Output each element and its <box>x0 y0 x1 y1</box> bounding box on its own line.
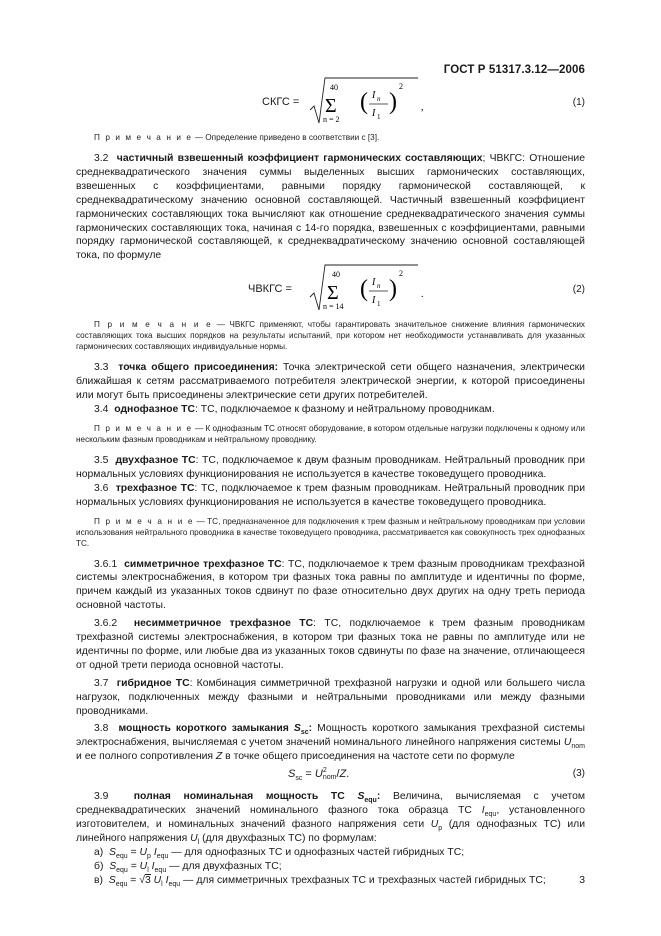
formula-2-numerator: I <box>372 277 376 289</box>
section-3-5 <box>76 454 585 482</box>
section-3-8-term-text: мощность короткого замыкания <box>118 723 294 735</box>
section-3-8-term-colon: : <box>308 723 313 735</box>
section-3-5-term: двухфазное ТС <box>115 454 196 466</box>
section-3-6-2-term: несимметричное трехфазное ТС <box>133 618 314 630</box>
formula-2-power: 2 <box>399 269 403 279</box>
note-3-label: П р и м е ч а н и е <box>94 423 193 433</box>
svg-text:): ) <box>389 89 397 115</box>
section-3-6-2-text: : ТС, подключаемое к трем фазным проводникам трехфазной системы электроснабжения, в котором три фазных тока не равны по амплитуде или не идентичны по форме, или любые два из указанных токов сдвинуты по фазе на значение, отличающееся от одной трети периода основной частоты. <box>76 618 586 671</box>
list-item-i-sub: equ <box>156 852 169 860</box>
formula-3-u-sup: 2 <box>322 767 327 775</box>
svg-text:Σ: Σ <box>325 95 337 117</box>
section-3-7-text: : Комбинация симметричной трехфазной нагрузки и одной или большего числа нагрузок, подключенных между фазными и нейтральными проводниками или между фазными проводниками. <box>76 677 585 717</box>
formula-3-z: Z <box>339 768 347 781</box>
formula-2-sum-upper: 40 <box>332 270 340 280</box>
formula-2-numerator-sub: n <box>377 282 381 291</box>
list-item-i: I <box>165 874 169 886</box>
svg-text:(: ( <box>360 89 368 115</box>
formula-2 <box>76 269 585 313</box>
list-item-s: S <box>109 846 116 858</box>
section-3-9-term <box>133 791 381 805</box>
formula-1-numerator: I <box>372 90 376 101</box>
formula-3-u-sub: nom <box>322 774 337 782</box>
formula-3-dot: . <box>346 768 350 781</box>
section-3-7-number: 3.7 <box>94 677 109 689</box>
formula-2-tail: . <box>421 289 424 301</box>
list-item-u: U <box>153 874 162 886</box>
list-item-s-sub: equ <box>115 880 128 888</box>
section-3-3 <box>76 361 585 403</box>
section-3-6-1-text: : ТС, подключаемое к трем фазным проводникам трехфазной системы электроснабжения, в котором три фазных тока равны по амплитуде и идентичны по форме, причем каждый из указанных токов сдвинут по фазе относительно двух других на одну треть периода основной частоты. <box>76 558 585 612</box>
section-3-8-text-3: в точке общего присоединения на частоте сети по формуле <box>222 751 515 763</box>
list-item-label: б) <box>94 860 104 872</box>
section-3-4-term: однофазное ТС <box>114 403 195 415</box>
formula-3 <box>76 764 585 786</box>
list-item-i-sub: equ <box>154 866 167 874</box>
section-3-8-number: 3.8 <box>94 723 109 735</box>
page-number: 3 <box>579 875 585 886</box>
section-3-7-term: гибридное ТС <box>116 677 190 689</box>
formula-list <box>76 846 585 888</box>
list-item-label: а) <box>94 846 104 858</box>
section-3-9 <box>76 790 585 846</box>
formula-1-sum-lower: n = 2 <box>323 115 340 124</box>
section-3-5-text: : ТС, подключаемое к двум фазным проводникам. Нейтральный проводник при нормальных условиях функционирования не используется в качестве токоведущего проводника. <box>76 454 585 480</box>
section-3-5-number: 3.5 <box>94 454 109 466</box>
formula-1-denominator-sub: 1 <box>377 113 381 121</box>
section-3-9-i: I <box>481 805 485 817</box>
formula-1-tail: , <box>421 102 424 113</box>
section-3-9-ul-sub: l <box>197 838 200 846</box>
formula-3-eq: = <box>302 768 315 781</box>
section-3-4-text: : ТС, подключаемое к фазному и нейтральному проводникам. <box>194 403 495 415</box>
svg-text:): ) <box>389 276 397 303</box>
formula-3-slash: / <box>336 768 340 781</box>
svg-text:(: ( <box>360 276 368 303</box>
section-3-9-text-2: , установленного изготовителем, и номинальных значений фазного напряжения сети <box>76 805 585 830</box>
section-3-9-term-symbol: S <box>357 791 365 803</box>
section-3-6-1-number: 3.6.1 <box>94 558 118 570</box>
list-item-i: I <box>153 846 157 858</box>
section-3-9-term-text: полная номинальная мощность ТС <box>133 791 358 803</box>
formula-3-s: S <box>288 768 296 781</box>
list-item-u-sub: p <box>147 852 151 860</box>
section-3-8 <box>76 722 585 764</box>
section-3-9-term-colon: : <box>376 791 381 803</box>
formula-3-s-sub: sc <box>295 775 303 783</box>
list-item-s: S <box>109 860 117 872</box>
section-3-2-term: частичный взвешенный коэффициент гармонических составляющих <box>116 153 483 164</box>
list-item-label: в) <box>94 874 103 886</box>
list-item <box>76 846 585 860</box>
formula-3-u: U <box>314 768 323 781</box>
section-3-6-text: : ТС, подключаемое к трем фазным проводникам. Нейтральный проводник при нормальных условиях функционирования не используется в качестве токоведущего проводника. <box>76 482 585 508</box>
list-item-eq: = <box>127 874 140 886</box>
formula-2-sum-lower: n = 14 <box>323 302 344 312</box>
note-1-text: — Определение приведено в соответствии с [3]. <box>192 133 380 142</box>
formula-1-number: (1) <box>572 97 585 108</box>
formula-1-lhs: СКГС = <box>262 96 300 108</box>
section-3-9-number: 3.9 <box>94 791 109 803</box>
list-item <box>76 860 585 874</box>
section-3-9-text-4: (для двухфазных ТС) по формулам: <box>199 832 377 844</box>
section-3-6 <box>76 482 585 510</box>
section-3-4-number: 3.4 <box>94 403 109 415</box>
section-3-9-i-sub: equ <box>484 811 497 819</box>
section-3-8-text-1: Мощность короткого замыкания трехфазной системы электроснабжения, вычисляемая с учетом значений номинального линейного напряжения системы <box>76 723 585 749</box>
document-body <box>76 64 585 888</box>
section-3-6-1-term: симметричное трехфазное ТС <box>124 558 282 570</box>
list-item-s: S <box>108 874 116 886</box>
section-3-9-up-sub: p <box>438 825 443 833</box>
note-1-label: П р и м е ч а н и е <box>94 133 193 142</box>
section-3-8-term-symbol: S <box>293 723 301 735</box>
formula-1-expression <box>308 76 428 126</box>
section-3-9-ul: U <box>190 832 198 844</box>
note-4-text: — ТС, предназначенное для подключения к трем фазным и нейтральному проводникам при условии использования нейтрального проводника в качестве токоведущего проводника, рассматривается как совокупность трех однофазных ТС. <box>76 516 585 548</box>
list-item <box>76 874 585 888</box>
svg-text:Σ: Σ <box>327 282 339 305</box>
section-3-8-z: Z <box>215 751 223 763</box>
list-item-eq: = <box>127 860 140 872</box>
formula-2-number: (2) <box>572 284 585 296</box>
formula-1-denominator: I <box>372 108 376 119</box>
formula-2-denominator-sub: 1 <box>377 300 381 309</box>
formula-2-lhs: ЧВКГС = <box>248 283 292 296</box>
section-3-9-text-1: Величина, вычисляемая с учетом среднеквадратических значений номинального фазного тока образца ТС <box>76 791 586 817</box>
section-3-9-up: U <box>430 819 439 830</box>
list-item-u-sub: l <box>147 866 149 874</box>
formula-1 <box>76 82 585 126</box>
note-2 <box>76 319 585 352</box>
section-3-8-u: U <box>563 737 572 749</box>
list-item-text: — для симметричных трехфазных ТС и трехфазных частей гибридных ТС; <box>180 874 546 886</box>
section-3-4 <box>76 403 585 417</box>
note-3-text: — К однофазным ТС относят оборудование, в котором отдельные нагрузки подключены к одному или нескольким фазным проводникам и нейтральному проводнику. <box>76 423 585 444</box>
section-3-8-u-sub: nom <box>571 743 585 751</box>
list-item-u: U <box>139 846 148 858</box>
list-item-s-sub: equ <box>115 852 128 860</box>
standard-header: ГОСТ Р 51317.3.12—2006 <box>443 64 585 76</box>
section-3-2-number: 3.2 <box>94 153 109 164</box>
list-item-root: 3 <box>144 874 151 886</box>
section-3-2-text: ; ЧВКГС: Отношение среднеквадратического значения суммы выделенных высших гармонических составляющих, взвешенных с коэффициентами, равными порядку гармонической составляющей, к среднеквадратическому значению основной составляющей. Частичный взвешенный коэффициент гармонических составляющих тока вычисляют как отношение среднеквадратического значения суммы гармонических составляющих тока, начиная с 14-го порядка, взвешенных с коэффициентами, равными порядку гармонической составляющей, к среднеквадратическому значению основной составляющей тока, по формуле <box>76 153 585 262</box>
section-3-8-text-2: и ее полного сопротивления <box>76 751 216 763</box>
list-item-text: — для однофазных ТС и однофазных частей гибридных ТС; <box>168 846 465 858</box>
section-3-6-2 <box>76 617 585 673</box>
formula-3-number: (3) <box>572 768 585 780</box>
section-3-8-term-sub: sc <box>300 729 309 737</box>
section-3-3-term: точка общего присоединения: <box>118 362 279 374</box>
section-3-3-text: Точка электрической сети общего назначения, электрически ближайшая к сетям рассматриваемого потребителя электрической энергии, к которой присоединены или могут быть присоединены электрические сети других потребителей. <box>76 362 585 402</box>
formula-1-sum-upper: 40 <box>330 83 338 92</box>
note-3 <box>76 423 585 445</box>
formula-2-expression <box>308 263 428 313</box>
formula-1-power: 2 <box>399 82 403 91</box>
list-item-i: I <box>151 860 155 872</box>
section-3-9-text-3: (для однофазных ТС) или линейного напряжения <box>76 819 585 844</box>
formula-3-expression <box>288 767 349 781</box>
section-3-8-term <box>118 723 313 737</box>
section-3-7 <box>76 677 585 719</box>
section-3-6-2-number: 3.6.2 <box>94 618 118 630</box>
sqrt-symbol: √ <box>139 874 145 886</box>
note-1 <box>76 132 585 143</box>
section-3-3-number: 3.3 <box>94 362 109 374</box>
list-item-u-sub: l <box>161 880 163 888</box>
list-item-u: U <box>139 860 148 872</box>
formula-2-denominator: I <box>372 295 376 307</box>
note-2-label: П р и м е ч а н и е <box>94 320 213 330</box>
note-4-label: П р и м е ч а н и е <box>94 516 195 526</box>
section-3-9-term-sub: equ <box>364 797 377 805</box>
list-item-s-sub: equ <box>116 866 128 874</box>
section-3-6-1 <box>76 558 585 614</box>
note-4 <box>76 516 585 549</box>
list-item-text: — для двухфазных ТС; <box>166 860 282 872</box>
note-2-text: — ЧВКГС применяют, чтобы гарантировать значительное снижение влияния гармонических составляющих тока высших порядков на результаты испытаний, при котором нет необходимости устанавливать для указанных гармонических составляющих индивидуальные нормы. <box>76 320 585 352</box>
section-3-6-number: 3.6 <box>94 482 109 494</box>
section-3-2 <box>76 152 585 263</box>
section-3-6-term: трехфазное ТС <box>115 482 195 494</box>
list-item-eq: = <box>127 846 140 858</box>
formula-1-numerator-sub: n <box>377 95 381 103</box>
list-item-i-sub: equ <box>168 880 181 888</box>
